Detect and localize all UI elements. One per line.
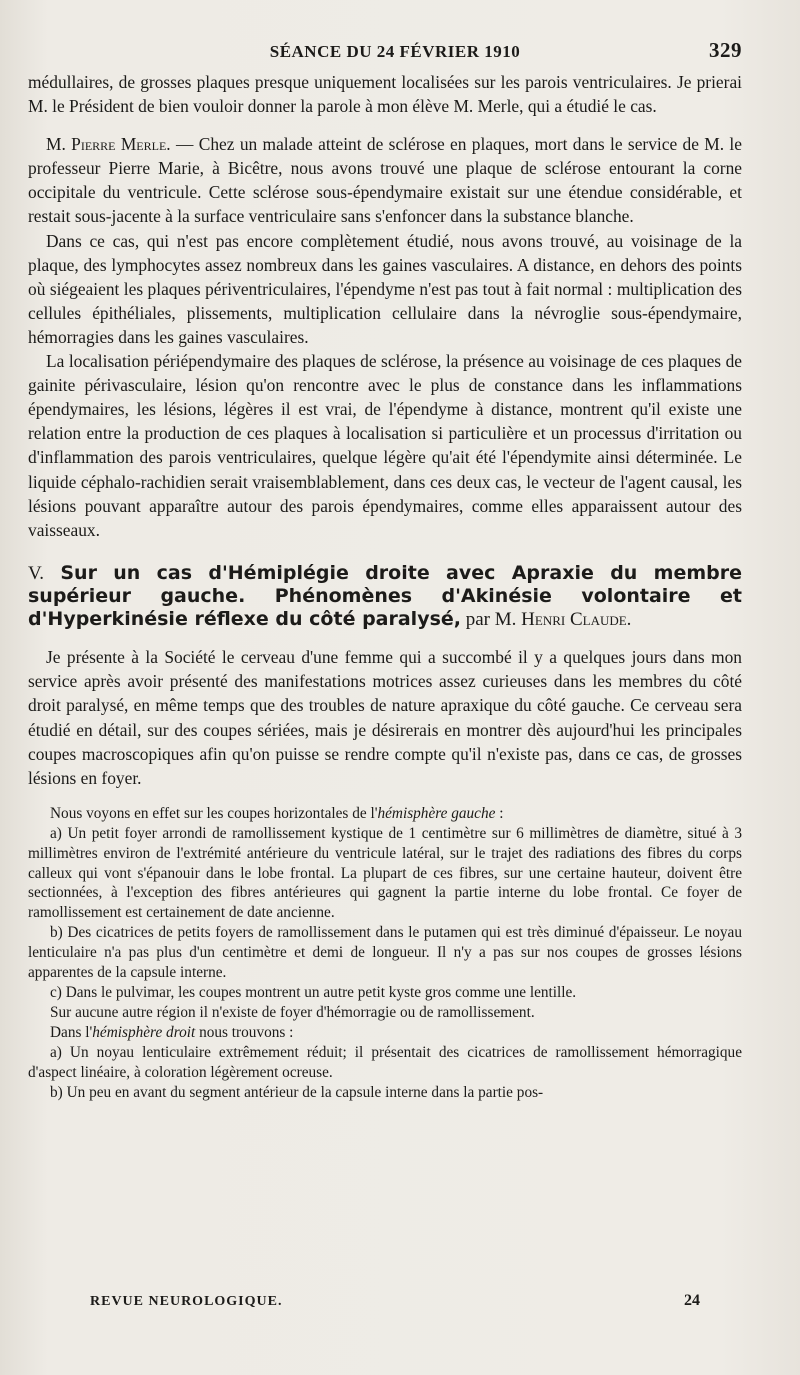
paragraph	[28, 1023, 742, 1043]
paragraph: médullaires, de grosses plaques presque uniquement localisées sur les parois ventriculaires. Je prierai M. le Président de bien vouloir donner la parole à mon élève M. Merle, qui a étudié le cas.	[28, 72, 742, 117]
emphasis: hémisphère droit	[92, 1023, 196, 1041]
list-item: b) Des cicatrices de petits foyers de ramollissement dans le putamen qui est très diminué d'épaisseur. Le noyau lenticulaire n'a pas plus d'un centimètre et demi de longueur. Il n'y a pas sur nos coupes de grosses lésions apparentes de la capsule interne.	[28, 924, 742, 982]
section-number: V.	[28, 562, 45, 584]
paragraph: La localisation périépendymaire des plaques de sclérose, la présence au voisinage de ces plaques de gainite périvasculaire, lésion qu'on rencontre avec le plus de constance dans les inflammations épendymaires, les lésions, légères il est vrai, de l'épendyme à distance, montrent qu'il existe une relation entre la production de ces plaques à localisation si particulière et un processus d'irritation ou d'inflammation des parois ventriculaires, quelque légère qu'ait été l'épendymite ainsi déterminée. Le liquide céphalo-rachidien serait vraisemblablement, dans ces deux cas, le vecteur de l'agent causal, les lésions pouvant apparaître autour des parois épendymaires, comme elles apparaissent autour des vaisseaux.	[28, 351, 742, 540]
paragraph: Je présente à la Société le cerveau d'une femme qui a succombé il y a quelques jours dans mon service après avoir présenté des manifestations motrices assez curieuses dans les membres du côté droit paralysé, en même temps que des troubles de nature apraxique du côté gauche. Ce cerveau sera étudié en détail, sur des coupes sériées, mais je désirerais en montrer dès aujourd'hui les principales coupes macroscopiques afin qu'on puisse se rendre compte qu'il n'existe pas, dans ce cas, de grosses lésions en foyer.	[28, 647, 742, 788]
list-item: a) Un noyau lenticulaire extrêmement réduit; il présentait des cicatrices de ramollissement hémorragique d'aspect linéaire, à coloration légèrement ocreuse.	[28, 1043, 742, 1081]
list-item: c) Dans le pulvimar, les coupes montrent un autre petit kyste gros comme une lentille.	[50, 984, 577, 1001]
signature-mark: 24	[684, 1292, 700, 1309]
body-text	[28, 70, 742, 542]
page-footer	[90, 1294, 700, 1310]
list-item: b) Un peu en avant du segment antérieur de la capsule interne dans la partie pos-	[50, 1083, 544, 1101]
emphasis: hémisphère gauche	[377, 804, 496, 822]
small-print	[28, 804, 742, 1103]
paragraph-text: :	[495, 804, 504, 822]
paragraph-text: Dans l'	[50, 1023, 93, 1041]
section-author: Henri Claude.	[521, 608, 632, 630]
paragraph-text: — Chez un malade atteint de sclérose en plaques, mort dans le service de M. le professeur Pierre Marie, à Bicêtre, nous avons trouvé une plaque de sclérose entourant la corne occipitale du ventricule. Cette sclérose sous-épendymaire existait sur une étendue considérable, et restait sous-jacente à la surface ventriculaire sans s'enfoncer dans la substance blanche.	[28, 134, 742, 227]
paragraph: Sur aucune autre région il n'existe de foyer d'hémorragie ou de ramollissement.	[50, 1003, 535, 1021]
page-number: 329	[709, 38, 742, 62]
journal-name: REVUE NEUROLOGIQUE.	[90, 1294, 283, 1309]
running-head	[48, 38, 742, 70]
claude-text	[28, 645, 742, 790]
list-item: a) Un petit foyer arrondi de ramollissement kystique de 1 centimètre sur 6 millimètres de diamètre, situé à 3 millimètres environ de l'extrémité antérieure du ventricule latéral, sur le trajet des radiations des fibres du corps calleux qui vont s'épanouir dans le lobe frontal. La plupart de ces fibres, sur une certaine hauteur, doivent être sectionnées, à l'exception des fibres antérieures qui gagnent la partie interne du lobe frontal. Ce foyer de ramollissement est certainement de date ancienne.	[28, 824, 742, 922]
paragraph: Dans ce cas, qui n'est pas encore complètement étudié, nous avons trouvé, au voisinage de la plaque, des lymphocytes assez nombreux dans les gaines vasculaires. A distance, en dehors des points où siégeaient les plaques périventriculaires, l'épendyme n'est pas tout à fait normal : multiplication des cellules épithéliales, plissements, multiplication cellulaire dans la névroglie sous-épendymaire, hémorragies dans les gaines vasculaires.	[28, 230, 742, 347]
paragraph-text: Nous voyons en effet sur les coupes horizontales de l'	[50, 804, 378, 822]
paragraph	[28, 804, 742, 824]
paragraph	[28, 132, 742, 228]
section-heading	[28, 562, 742, 632]
paragraph-text: nous trouvons :	[195, 1023, 294, 1041]
speaker-name: M. Pierre Merle.	[46, 134, 171, 155]
section-title: Sur un cas d'Hémiplégie droite avec Apraxie du membre supérieur gauche. Phénomènes d'Akinésie volontaire et d'Hyperkinésie réflexe du côté paralysé,	[28, 561, 742, 630]
section-by: par M.	[461, 608, 522, 630]
page-header-title: SÉANCE DU 24 FÉVRIER 1910	[269, 42, 521, 61]
